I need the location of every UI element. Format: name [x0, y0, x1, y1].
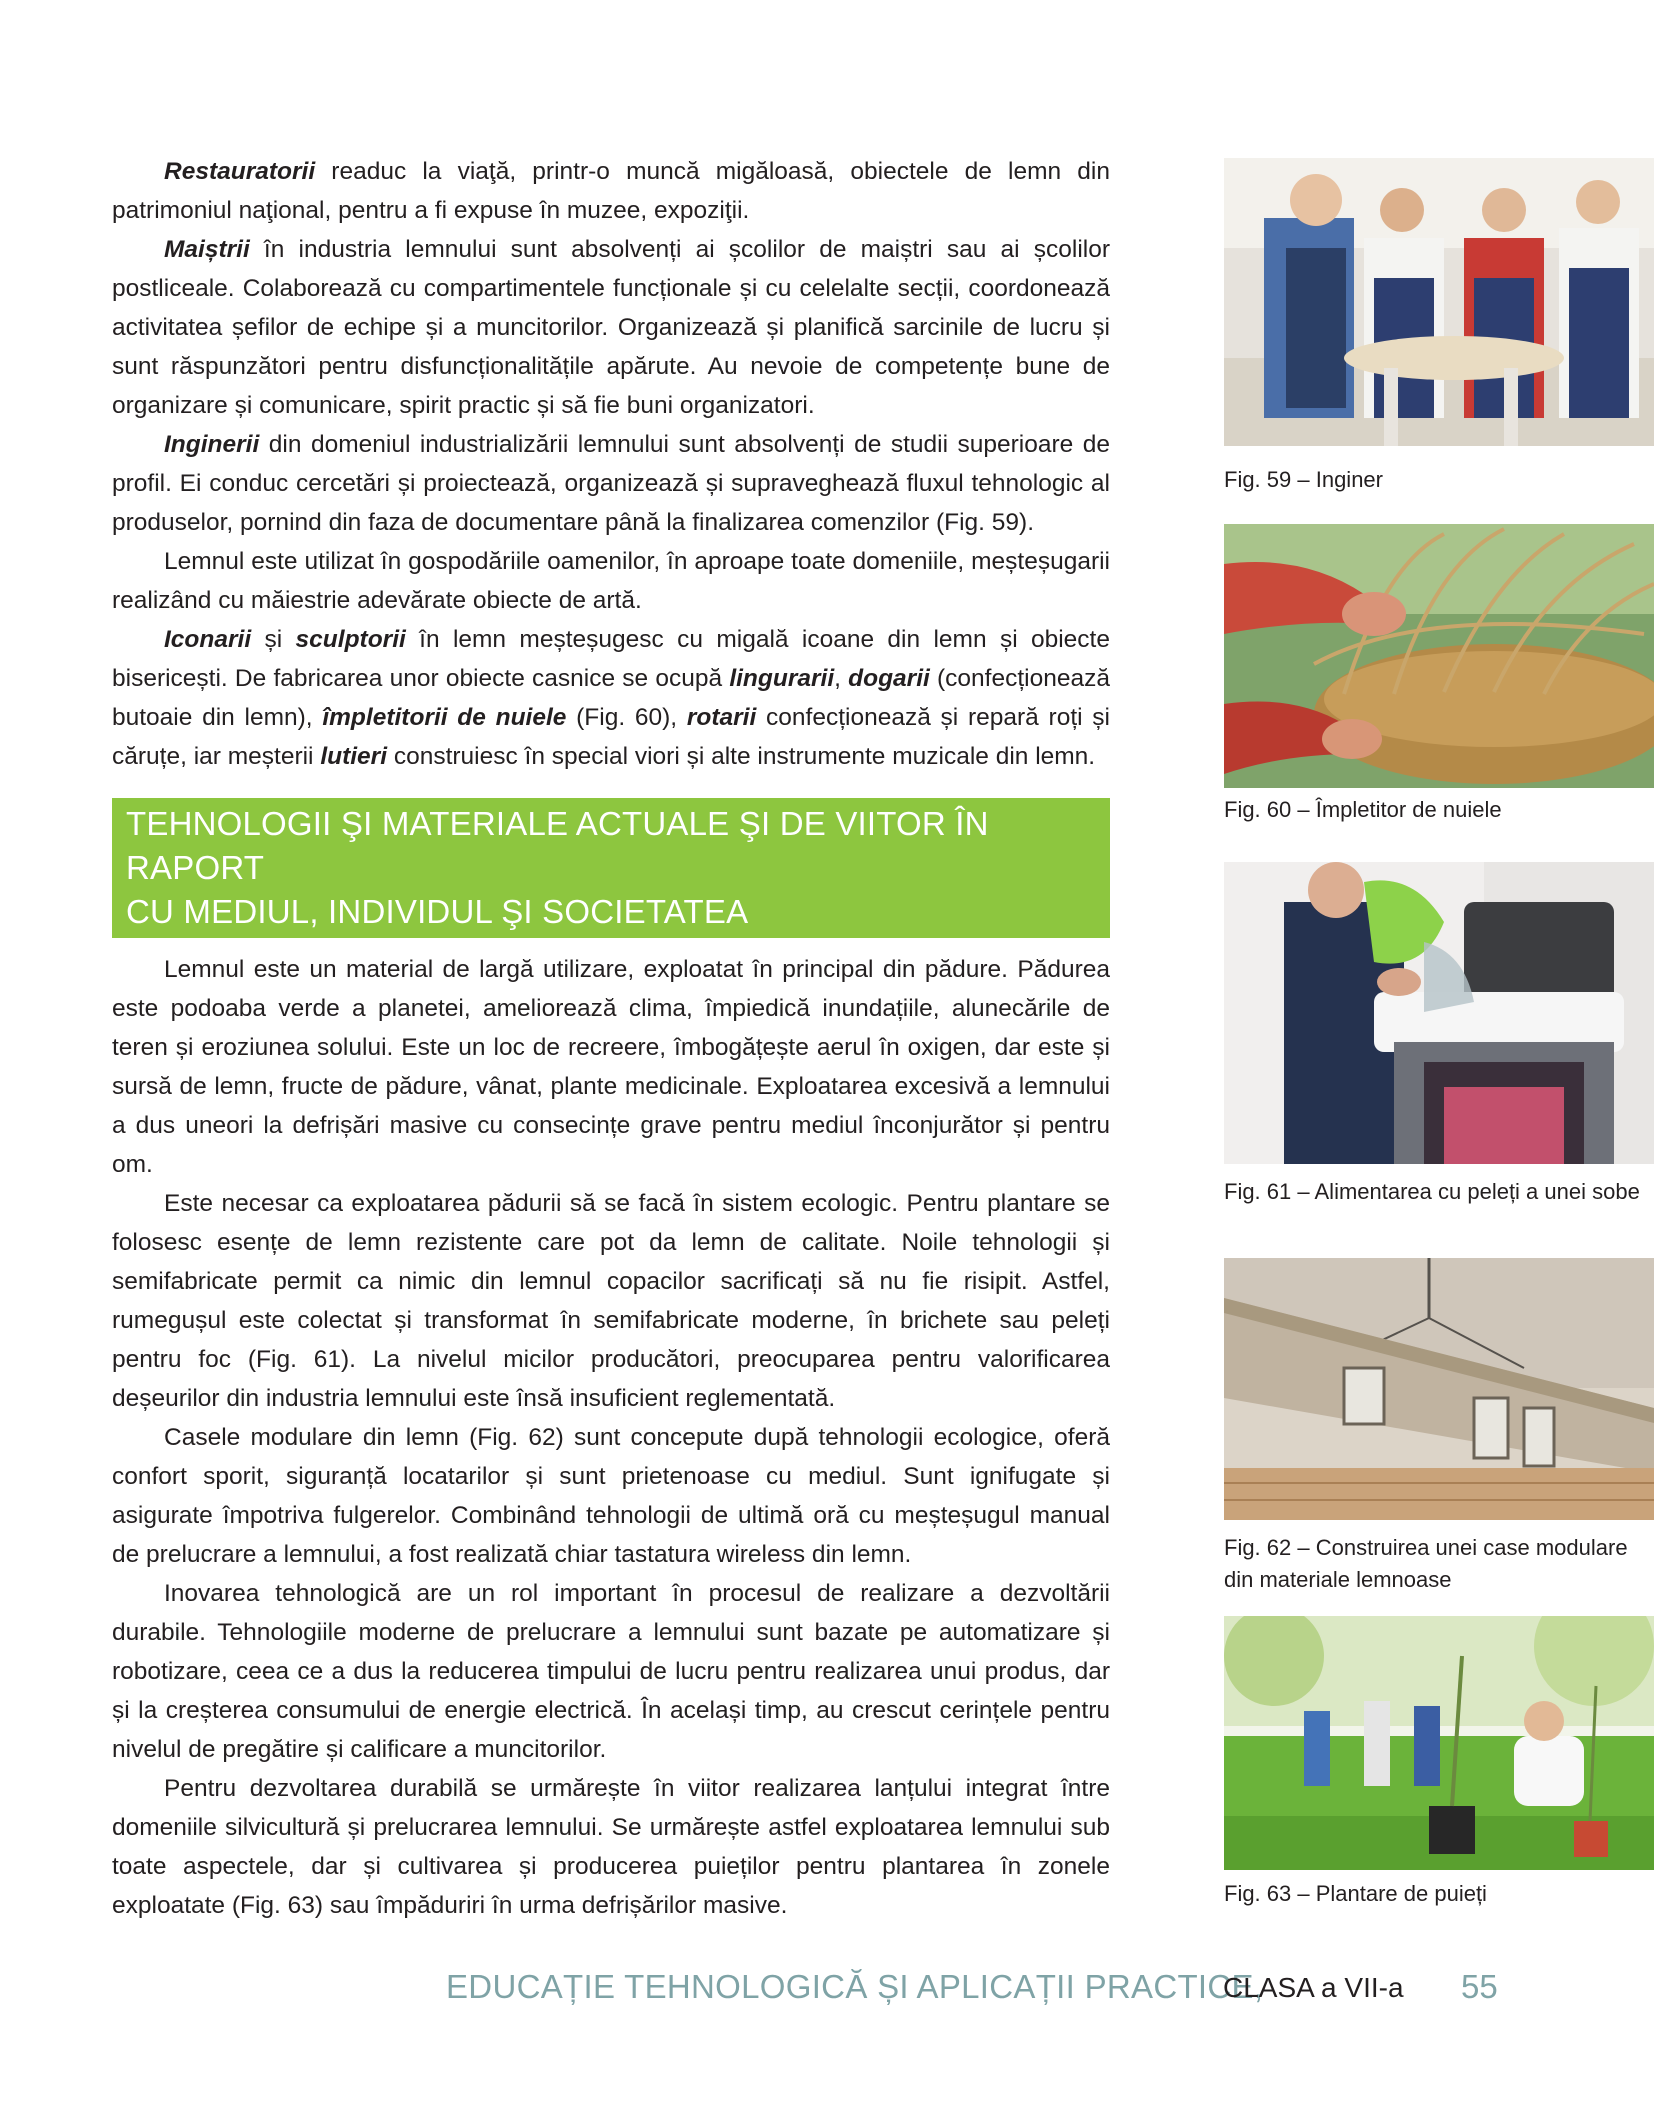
page-footer	[0, 1968, 1654, 2018]
figure-62-image	[1224, 1258, 1654, 1520]
paragraph-text: construiesc în special viori și alte instrumente muzicale din lemn.	[387, 743, 1096, 770]
paragraph-padurea: Lemnul este un material de largă utilizare, exploatat în principal din pădure. Pădurea este podoaba verde a planetei, ameliorează clima, împiedică inundațiile, alunecările de teren și eroziunea solului. Este un loc de recreere, îmbogățește aerul în oxigen, dar este și sursă de lemn, fructe de pădure, vânat, plante medicinale. Exploatarea excesivă a lemnului a dus uneori la defrișări masive cu consecințe grave pentru mediul înconjurător și pentru om.	[112, 956, 1110, 1178]
figure-60-caption: Fig. 60 – Împletitor de nuiele	[1224, 797, 1502, 822]
paragraph-inovare: Inovarea tehnologică are un rol important în procesul de realizare a dezvoltării durabile. Tehnologiile moderne de prelucrare a lemnului sunt bazate pe automatizare și robotizare, ceea ce a dus la reducerea timpului de lucru pentru realizarea unui produs, dar și la creșterea consumului de energie electrică. În același timp, au crescut cerințele pentru nivelul de pregătire și calificare a muncitorilor.	[112, 1580, 1110, 1763]
paragraph-lemnul-utilizat: Lemnul este utilizat în gospodăriile oamenilor, în aproape toate domeniile, meșteșugarii realizând cu măiestrie adevărate obiecte de artă.	[112, 548, 1110, 614]
section-heading-line-1: TEHNOLOGII ŞI MATERIALE ACTUALE ŞI DE VIITOR ÎN RAPORT	[126, 805, 989, 886]
paragraph-restauratorii	[112, 152, 1110, 230]
figure-60-image	[1224, 524, 1654, 788]
paragraph-meseriasi	[112, 620, 1110, 776]
basket-weaving-photo	[1224, 524, 1654, 788]
paragraph-text: și	[251, 626, 296, 653]
figure-62-caption: Fig. 62 – Construirea unei case modulare din materiale lemnoase	[1224, 1535, 1628, 1592]
paragraph-text: în lemn meșteșugesc cu migală icoane din lemn și obiecte bisericești. De fabricarea unor obiecte casnice se ocupă	[112, 626, 1110, 692]
page-number: 55	[1461, 1968, 1498, 2005]
figure-63-image	[1224, 1616, 1654, 1870]
term-restauratorii: Restauratorii	[164, 158, 316, 185]
term-lutieri: lutieri	[320, 743, 388, 770]
figure-59-image	[1224, 158, 1654, 446]
paragraph-case-modulare: Casele modulare din lemn (Fig. 62) sunt concepute după tehnologii ecologice, oferă confort sporit, siguranță locatarilor și sunt prietenoase cu mediul. Sunt ignifugate și asigurate împotriva fulgerelor. Combinând tehnologii de ultimă oră cu meșteșugul manual de prelucrare a lemnului, a fost realizată chiar tastatura wireless din lemn.	[112, 1424, 1110, 1568]
paragraph-dezvoltare-durabila: Pentru dezvoltarea durabilă se urmărește în viitor realizarea lanțului integrat între domeniile silvicultură și prelucrarea lemnului. Se urmărește astfel exploatarea lemnului sub toate aspectele, dar și cultivarea și producerea puieților pentru plantarea în zonele exploatate (Fig. 63) sau împăduriri în urma defrișărilor masive.	[112, 1775, 1110, 1919]
paragraph-text: ,	[834, 665, 849, 692]
footer-class-label: CLASA a VII-a	[1223, 1972, 1404, 2003]
tree-planting-photo	[1224, 1616, 1654, 1870]
term-lingurarii: lingurarii	[729, 665, 835, 692]
paragraph-inginerii	[112, 425, 1110, 542]
paragraph-exploatare-ecologica: Este necesar ca exploatarea pădurii să se facă în sistem ecologic. Pentru plantare se folosesc esențe de lemn rezistente care pot da lemn de calitate. Noile tehnologii și semifabricate permit ca nimic din lemnul copacilor sacrificați să nu fie risipit. Astfel, rumegușul este colectat și transformat în semifabricate moderne, în brichete sau peleți pentru foc (Fig. 61). La nivelul micilor producători, preocuparea pentru valorificarea deșeurilor din industria lemnului este însă insuficient reglementată.	[112, 1190, 1110, 1412]
paragraph-text: readuc la viaţă, printr-o muncă migăloasă, obiectele de lemn din patrimoniul naţional, pentru a fi expuse în muzee, expoziţii.	[112, 158, 1110, 224]
term-iconarii: Iconarii	[164, 626, 252, 653]
term-dogarii: dogarii	[848, 665, 930, 692]
figure-63-caption: Fig. 63 – Plantare de puieți	[1224, 1881, 1487, 1906]
term-rotarii: rotarii	[686, 704, 757, 731]
term-impletitorii: împletitorii de nuiele	[322, 704, 567, 731]
figure-59-caption: Fig. 59 – Inginer	[1224, 467, 1383, 492]
paragraph-maistrii	[112, 230, 1110, 425]
paragraph-text: confecționează și repară roți și căruțe, iar meșterii	[112, 704, 1110, 770]
modular-house-photo	[1224, 1258, 1654, 1520]
term-sculptorii: sculptorii	[295, 626, 406, 653]
term-inginerii: Inginerii	[164, 431, 260, 458]
footer-title: EDUCAȚIE TEHNOLOGICĂ ȘI APLICAȚII PRACTICE,	[446, 1968, 1264, 2005]
paragraph-text: din domeniul industrializării lemnului sunt absolvenți de studii superioare de profil. Ei conduc cercetări și proiectează, organizează și supraveghează fluxul tehnologic al produselor, pornind din faza de documentare până la finalizarea comenzilor (Fig. 59).	[112, 431, 1110, 536]
paragraph-text: (Fig. 60),	[566, 704, 687, 731]
workshop-photo	[1224, 158, 1654, 446]
main-text-column	[112, 152, 1110, 1925]
figure-61-image	[1224, 862, 1654, 1164]
term-maistrii: Maiștrii	[164, 236, 250, 263]
paragraph-text: în industria lemnului sunt absolvenți ai școlilor de maiștri sau ai școlilor postliceale. Colaborează cu compartimentele funcționale și cu celelalte secții, coordonează activitatea șefilor de echipe și a muncitorilor. Organizează și planifică sarcinile de lucru și sunt răspunzători pentru disfuncționalitățile apărute. Au nevoie de competențe bune de organizare și comunicare, spirit practic și să fie buni organizatori.	[112, 236, 1110, 419]
paragraph-text: (confecționează butoaie din lemn),	[112, 665, 1110, 731]
pellet-stove-photo	[1224, 862, 1654, 1164]
section-heading-line-2: CU MEDIUL, INDIVIDUL ŞI SOCIETATEA	[126, 893, 749, 930]
figure-61-caption: Fig. 61 – Alimentarea cu peleți a unei sobe	[1224, 1179, 1640, 1204]
section-heading	[112, 798, 1110, 938]
